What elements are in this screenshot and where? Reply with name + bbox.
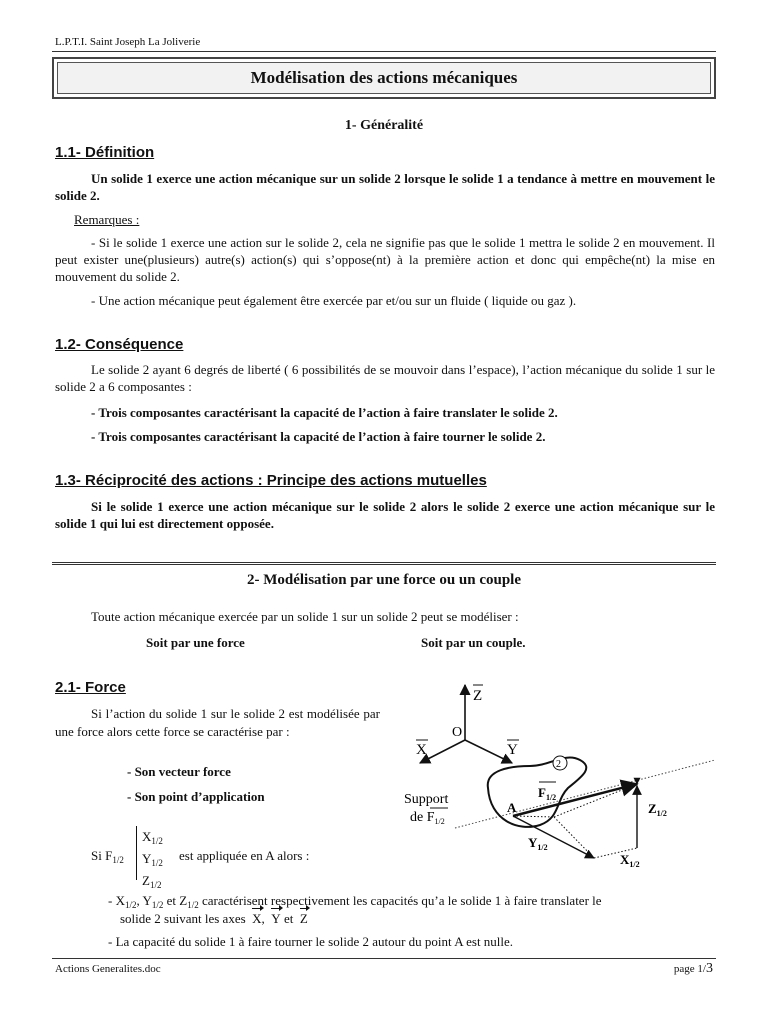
- section2-intro: Toute action mécanique exercée par un solide 1 sur un solide 2 peut se modéliser :: [91, 609, 519, 624]
- s12-item2: - Trois composantes caractérisant la capacité de l’action à faire tourner le solide 2.: [91, 429, 546, 444]
- option-couple: Soit par un couple.: [421, 635, 526, 650]
- section2-heading: 2- Modélisation par une force ou un couple: [246, 572, 522, 588]
- bullet-translation-line2: solide 2 suivant les axes X, Y et Z: [120, 911, 308, 926]
- option-force: Soit par une force: [146, 635, 245, 650]
- label-y: Y: [507, 742, 518, 758]
- s13-heading: 1.3- Réciprocité des actions : Principe des actions mutuelles: [55, 472, 487, 489]
- s11-definition: Un solide 1 exerce une action mécanique sur un solide 2 lorsque le solide 1 a tendance à mettre en mouvement le solide 2.: [55, 171, 715, 203]
- axis-x-vector: X: [252, 911, 262, 926]
- s11-remarks-label: Remarques :: [74, 212, 140, 227]
- label-z12: $Z_{1/2}$: [648, 801, 667, 818]
- force-diagram: [390, 670, 720, 880]
- s12-text: Le solide 2 ayant 6 degrés de liberté ( 6 possibilités de se mouvoir dans l’espace), l’action mécanique du solide 1 sur le solide 2 a 6 composantes :: [55, 362, 715, 394]
- s21-heading: 2.1- Force: [55, 679, 126, 696]
- footer-page: page 1/3: [673, 961, 713, 976]
- s12-item1: - Trois composantes caractérisant la capacité de l’action à faire translater le solide 2.: [91, 405, 558, 420]
- axis-z-vector: Z: [299, 911, 308, 926]
- footer-file: Actions Generalites.doc: [55, 963, 161, 975]
- axis-y-arrow: [465, 740, 512, 763]
- section1-heading: 1- Généralité: [344, 118, 424, 133]
- s11-remark1: - Si le solide 1 exerce une action sur le solide 2, cela ne signifie pas que le solide 1 mettra le solide 2 en mouvement. Il peut exister une(plusieurs) autre(s) action(s) qui s’oppose(nt) à la première action et donc qui empêche(nt) la mise en mouvement du solide 2.: [55, 235, 715, 284]
- component-y: $Y_{1/2}$: [142, 851, 163, 868]
- label-x12: $X_{1/2}$: [620, 852, 640, 869]
- s11-heading: 1.1- Définition: [55, 144, 155, 161]
- title-box: [52, 57, 716, 99]
- component-list: [142, 828, 163, 894]
- s21-item1: - Son vecteur force: [127, 764, 231, 779]
- force-vector-label: Si $F_{1/2}$: [91, 848, 124, 865]
- bullet-rotation: - La capacité du solide 1 à faire tourner le solide 2 autour du point A est nulle.: [108, 934, 514, 949]
- section2-rule: [52, 562, 716, 565]
- page-title: Modélisation des actions mécaniques: [57, 62, 711, 94]
- label-z: Z: [473, 688, 483, 704]
- s12-heading: 1.2- Conséquence: [55, 336, 184, 353]
- header-rule: [52, 51, 716, 52]
- component-z: $Z_{1/2}$: [142, 873, 162, 890]
- component-bracket: [136, 826, 137, 880]
- label-solid-2: 2: [556, 759, 561, 770]
- force-vector-arrow: [513, 784, 637, 816]
- s21-text: Si l’action du solide 1 sur le solide 2 est modélisée par une force alors cette force se caractérise par :: [55, 706, 380, 739]
- s13-text: Si le solide 1 exerce une action mécanique sur le solide 2 alors le solide 2 exerce une action mécanique sur le solide 1 qui lui est directement opposée.: [55, 499, 715, 531]
- footer-rule: [52, 958, 716, 959]
- bullet-translation: - $X_{1/2}$, $Y_{1/2}$ et $Z_{1/2}$ caractérisent respectivement les capacités qu’a le solide 1 à faire translater le: [108, 893, 602, 910]
- s21-item2: - Son point d’application: [127, 789, 265, 804]
- s11-remark2: - Une action mécanique peut également être exercée par et/ou sur un fluide ( liquide ou gaz ).: [91, 293, 577, 308]
- axis-y-vector: Y: [271, 911, 281, 926]
- label-support: Support: [404, 792, 449, 807]
- applied-text: est appliquée en A alors :: [179, 848, 310, 863]
- label-x: X: [416, 742, 427, 758]
- x12-arrow: [513, 816, 594, 858]
- label-de-f: de $F_{1/2}$: [410, 810, 445, 826]
- label-f12: $F_{1/2}$: [538, 785, 557, 802]
- header-school: L.P.T.I. Saint Joseph La Joliverie: [55, 36, 201, 48]
- component-x: $X_{1/2}$: [142, 829, 163, 846]
- label-o: O: [452, 725, 463, 740]
- label-a: A: [507, 800, 517, 815]
- label-y12: $Y_{1/2}$: [528, 835, 548, 852]
